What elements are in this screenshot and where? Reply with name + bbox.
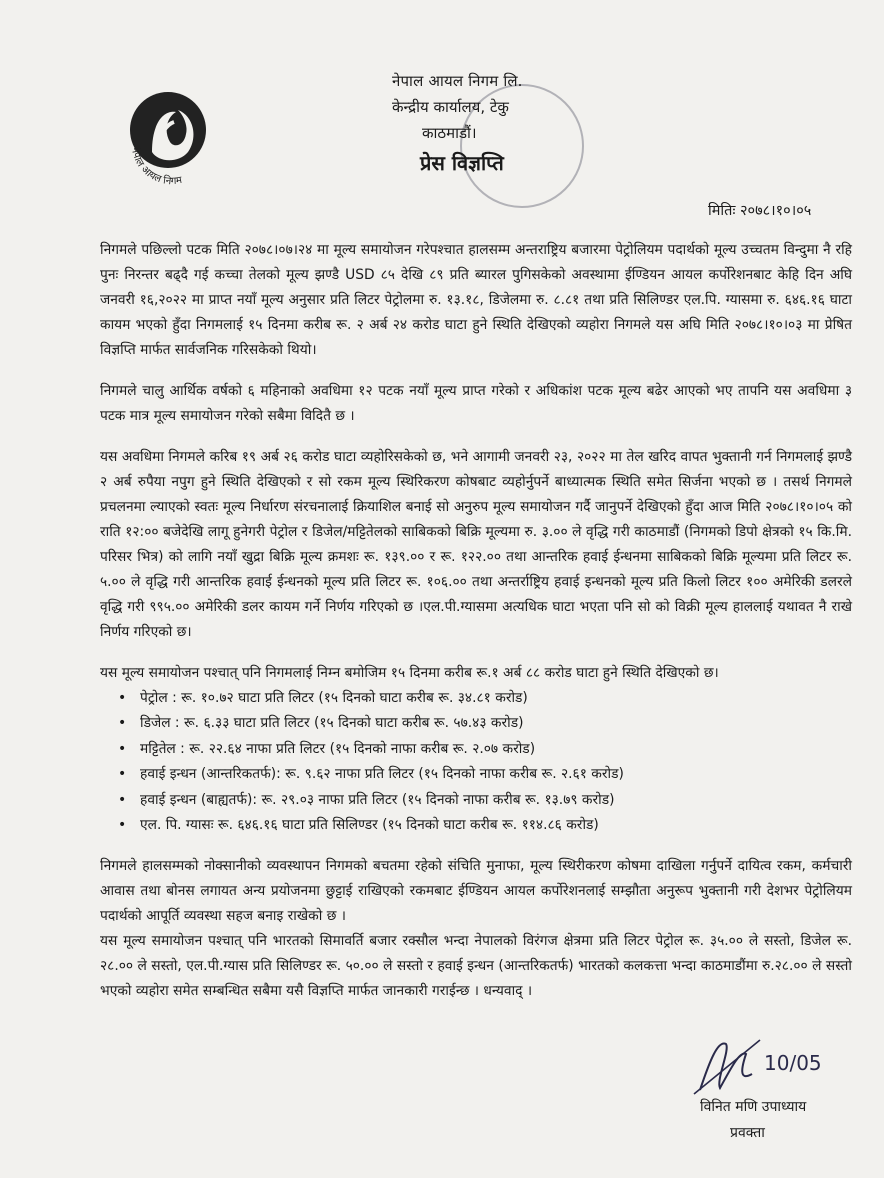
org-name: नेपाल आयल निगम लि. [392,72,523,90]
paragraph-3: यस अवधिमा निगमले करिब १९ अर्ब २६ करोड घाटा व्यहोरिसकेको छ, भने आगामी जनवरी २३, २०२२ मा तेल खरिद वापत भुक्तानी गर्न निगमलाई झण्डै २ अर्ब रुपैया नपुग हुने स्थिति देखिएको र सो रकम मूल्य स्थिरिकरण कोषबाट व्यहोर्नुपर्ने बाध्यात्मक स्थिति समेत सिर्जना भएको छ । तसर्थ निगमले प्रचलनमा ल्याएको स्वतः मूल्य निर्धारण संरचनालाई क्रियाशिल बनाई सो अनुरुप मूल्य समायोजन गर्दै जानुपर्ने देखिएको हुँदा आज मिति २०७८।१०।०५ को राति १२:०० बजेदेखि लागू हुनेगरी पेट्रोल र डिजेल/मट्टितेलको साबिकको बिक्रि मूल्यमा रु. ३.०० ले वृद्धि गरी काठमाडौं (निगमको डिपो क्षेत्रको १५ कि.मि. परिसर भित्र) को लागि नयाँ खुद्रा बिक्रि मूल्य क्रमशः रू. १३९.०० र रू. १२२.०० तथा आन्तरिक हवाई ईन्धनमा साबिकको बिक्रि मूल्यमा प्रति लिटर रू. ५.०० ले वृद्धि गरी आन्तरिक हवाई ईन्धनको मूल्य प्रति लिटर रू. १०६.०० तथा अन्तर्राष्ट्रिय हवाई इन्धनको मूल्य प्रति किलो लिटर १०० अमेरिकी डलरले वृद्धि गरी ९९५.०० अमेरिकी डलर कायम गर्ने निर्णय गरिएको छ ।एल.पी.ग्यासमा अत्यधिक घाटा भएता पनि सो को विक्री मूल्य हाललाई यथावत नै राखे निर्णय गरिएको छ। [100,449,852,640]
signer-role: प्रवक्ता [730,1125,765,1141]
list-item: • हवाई इन्धन (आन्तरिकतर्फ): रू. ९.६२ नाफा प्रति लिटर (१५ दिनको नाफा करीब रू. २.६१ करोड) [118,762,852,787]
logo-text: नेपाल आयल निगम [128,146,184,188]
document-title: प्रेस विज्ञप्ति [420,151,504,175]
document-date: मितिः २०७८।१०।०५ [708,203,812,219]
closing-paragraph-2: यस मूल्य समायोजन पश्चात् पनि भारतको सिमावर्ति बजार रक्सौल भन्दा नेपालको विरंगज क्षेत्रमा प्रति लिटर पेट्रोल रू. ३५.०० ले सस्तो, डिजेल रू. २८.०० ले सस्तो, एल.पी.ग्यास प्रति सिलिण्डर रू. ५०.०० ले सस्तो र हवाई इन्धन (आन्तरिकतर्फ) भारतको कलकत्ता भन्दा काठमाडौंमा रु.२८.०० ले सस्तो भएको व्यहोरा समेत सम्बन्धित सबैमा यसै विज्ञप्ति मार्फत जानकारी गराईन्छ । धन्यवाद् । [100,933,852,1000]
paragraph-1: निगमले पछिल्लो पटक मिति २०७८।०७।२४ मा मूल्य समायोजन गरेपश्चात हालसम्म अन्तराष्ट्रिय बजारमा पेट्रोलियम पदार्थको मूल्य उच्चतम विन्दुमा नै रहि पुनः निरन्तर बढ्दै गई कच्चा तेलको मूल्य झण्डै USD ८५ देखि ८९ प्रति ब्यारल पुगिसकेको अवस्थामा ईण्डियन आयल कर्पोरेशनबाट केहि दिन अघि जनवरी १६,२०२२ मा प्राप्त नयाँ मूल्य अनुसार प्रति लिटर पेट्रोलमा रु. १३.१८, डिजेलमा रु. ८.८१ तथा प्रति सिलिण्डर एल.पि. ग्यासमा रु. ६४६.१६ घाटा कायम भएको हुँदा निगमलाई १५ दिनमा करीब रू. २ अर्ब २४ करोड घाटा हुने स्थिति देखिएको व्यहोरा निगमले यस अघि मिति २०७८।१०।०३ मा प्रेषित विज्ञप्ति मार्फत सार्वजनिक गरिसकेको थियो। [100,242,852,358]
closing-paragraph-1: निगमले हालसम्मको नोक्सानीको व्यवस्थापन निगमको बचतमा रहेको संचिति मुनाफा, मूल्य स्थिरीकरण कोषमा दाखिला गर्नुपर्ने दायित्व रकम, कर्मचारी आवास तथा बोनस लगायत अन्य प्रयोजनमा छुट्टाई राखिएको रकमबाट ईण्डियन आयल कर्पोरेशनलाई सम्झौता अनुरूप भुक्तानी गरी देशभर पेट्रोलियम पदार्थको आपूर्ति व्यवस्था सहज बनाइ राखेको छ । [100,858,852,925]
paragraph-2: निगमले चालु आर्थिक वर्षको ६ महिनाको अवधिमा १२ पटक नयाँ मूल्य प्राप्त गरेको र अधिकांश पटक मूल्य बढेर आएको भए तापनि यस अवधिमा ३ पटक मात्र मूल्य समायोजन गरेको सबैमा विदितै छ । [100,383,852,424]
office-name: केन्द्रीय कार्यालय, टेकु [392,98,509,116]
signer-name: विनित मणि उपाध्याय [700,1099,807,1115]
list-item: • मट्टितेल : रू. २२.६४ नाफा प्रति लिटर (१५ दिनको नाफा करीब रू. २.०७ करोड) [118,737,852,762]
press-release-body [100,238,852,1004]
paragraph-4: यस मूल्य समायोजन पश्चात् पनि निगमलाई निम्न बमोजिम १५ दिनमा करीब रू.१ अर्ब ८८ करोड घाटा हुने स्थिति देखिएको छ। [100,665,719,681]
signature-date: 10/05 [764,1051,822,1075]
list-item: • एल. पि. ग्यासः रू. ६४६.१६ घाटा प्रति सिलिण्डर (१५ दिनको घाटा करीब रू. ११४.८६ करोड) [118,813,852,838]
signer-block [700,1094,806,1146]
letterhead [392,68,592,176]
office-city: काठमाडौं। [422,124,477,142]
loss-profit-list [100,686,852,838]
noc-logo-icon [118,82,228,192]
list-item: • डिजेल : रू. ६.३३ घाटा प्रति लिटर (१५ दिनको घाटा करीब रू. ५७.४३ करोड) [118,711,852,736]
list-item: • हवाई इन्धन (बाह्यतर्फ): रू. २९.०३ नाफा प्रति लिटर (१५ दिनको नाफा करीब रू. १३.७९ करोड) [118,788,852,813]
signature [690,1030,830,1100]
list-item: • पेट्रोल : रू. १०.७२ घाटा प्रति लिटर (१५ दिनको घाटा करीब रू. ३४.८१ करोड) [118,686,852,711]
